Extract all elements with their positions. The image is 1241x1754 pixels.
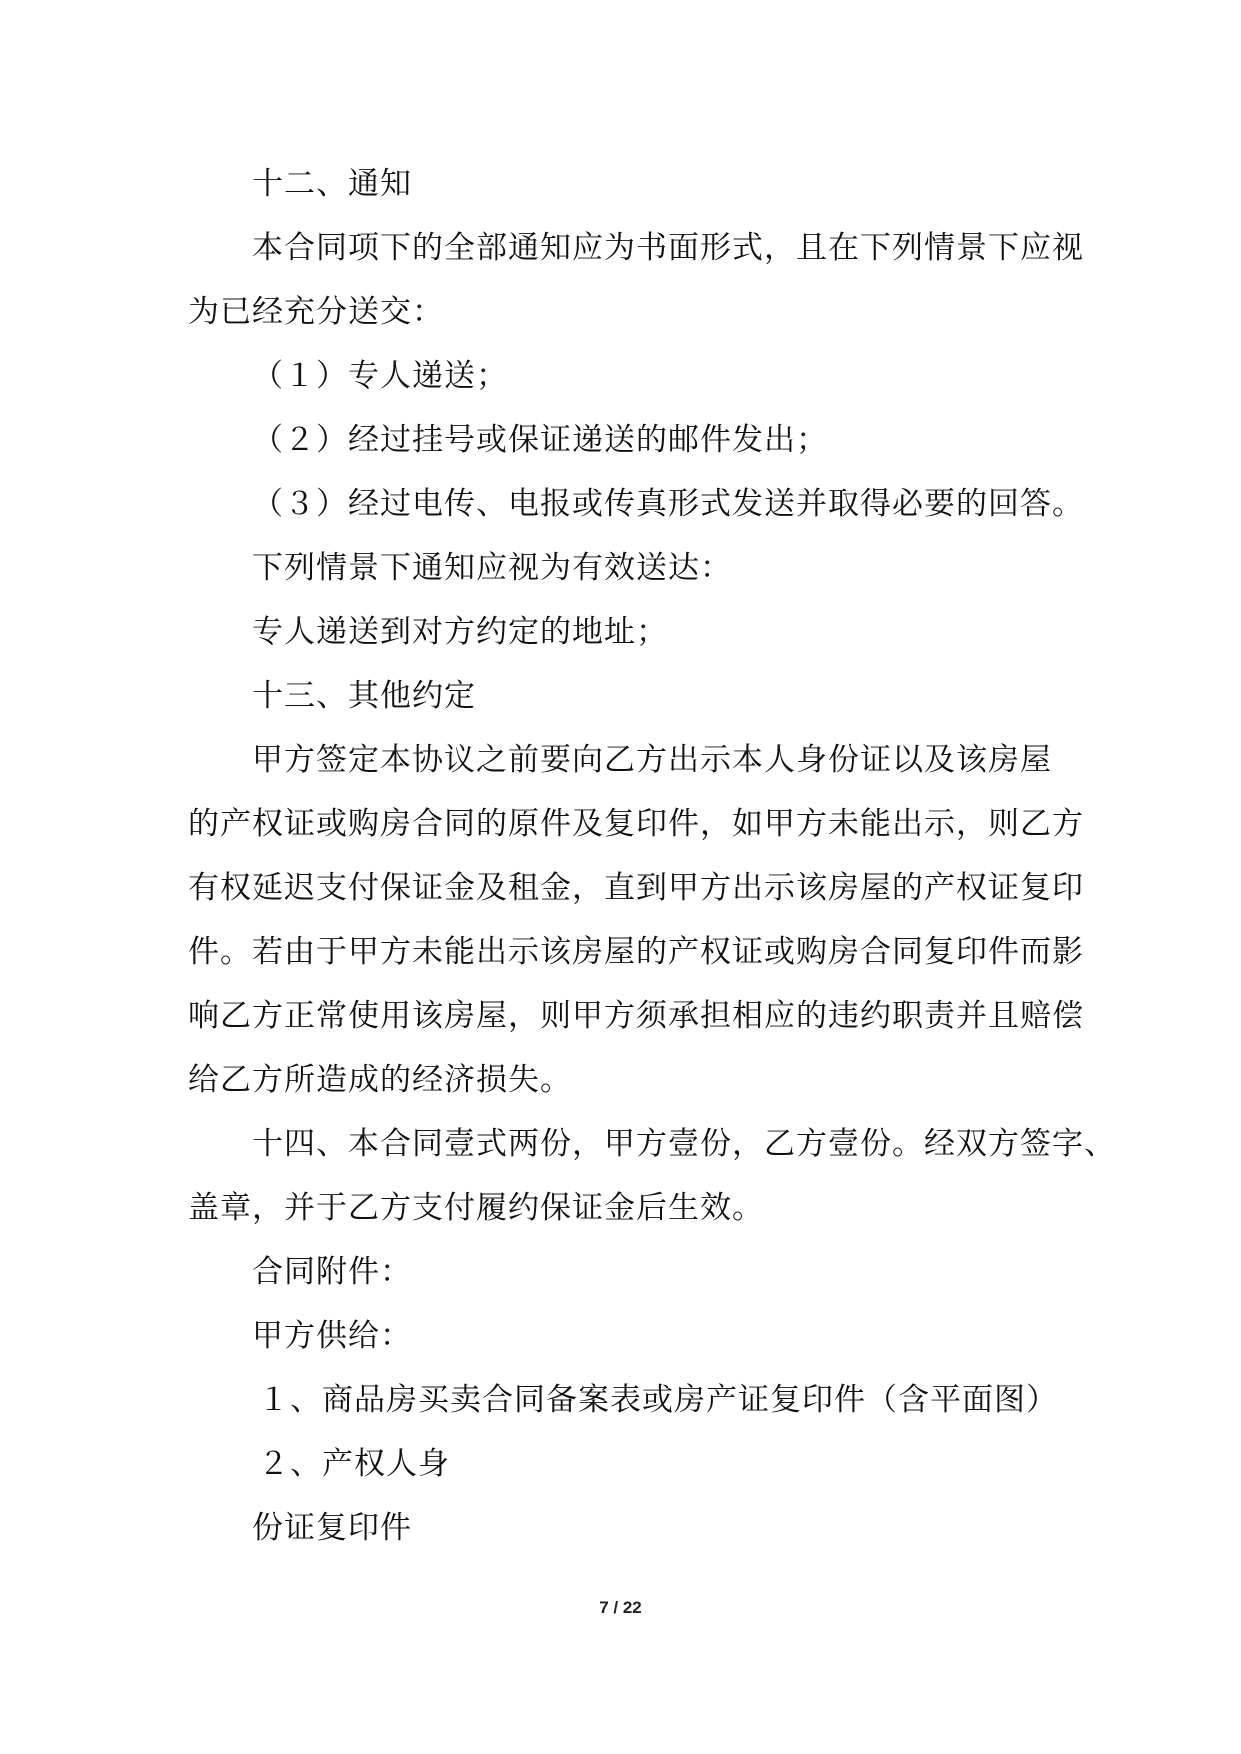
paragraph-line: 盖章，并于乙方支付履约保证金后生效。 xyxy=(188,1190,764,1226)
paragraph-line: 的产权证或购房合同的原件及复印件，如甲方未能出示，则乙方 xyxy=(188,806,1084,842)
attachment-item: １、商品房买卖合同备案表或房产证复印件（含平面图） xyxy=(258,1382,1058,1418)
list-item: （３）经过电传、电报或传真形式发送并取得必要的回答。 xyxy=(252,486,1084,522)
attachments-heading: 合同附件： xyxy=(252,1254,412,1290)
paragraph-line: 专人递送到对方约定的地址； xyxy=(252,614,668,650)
section-heading-copies: 十四、本合同壹式两份，甲方壹份，乙方壹份。经双方签字、 xyxy=(252,1126,1116,1162)
list-item: （２）经过挂号或保证递送的邮件发出； xyxy=(252,422,828,458)
paragraph-line: 有权延迟支付保证金及租金，直到甲方出示该房屋的产权证复印 xyxy=(188,870,1084,906)
document-body xyxy=(188,152,1116,1560)
party-a-provides: 甲方供给： xyxy=(252,1318,412,1354)
paragraph-line: 给乙方所造成的经济损失。 xyxy=(188,1062,572,1098)
list-item: （１）专人递送； xyxy=(252,358,508,394)
section-heading-other: 十三、其他约定 xyxy=(252,678,476,714)
paragraph-line: 本合同项下的全部通知应为书面形式，且在下列情景下应视 xyxy=(252,230,1084,266)
attachment-item: ２、产权人身 xyxy=(258,1446,450,1482)
paragraph-line: 响乙方正常使用该房屋，则甲方须承担相应的违约职责并且赔偿 xyxy=(188,998,1084,1034)
attachment-item-continued: 份证复印件 xyxy=(252,1510,412,1546)
page-number: 7 / 22 xyxy=(599,1598,642,1617)
paragraph-line: 下列情景下通知应视为有效送达： xyxy=(252,550,732,586)
paragraph-line: 件。若由于甲方未能出示该房屋的产权证或购房合同复印件而影 xyxy=(188,934,1084,970)
paragraph-line: 为已经充分送交： xyxy=(188,294,444,330)
paragraph-line: 甲方签定本协议之前要向乙方出示本人身份证以及该房屋 xyxy=(252,742,1052,778)
section-heading-notice: 十二、通知 xyxy=(252,166,412,202)
